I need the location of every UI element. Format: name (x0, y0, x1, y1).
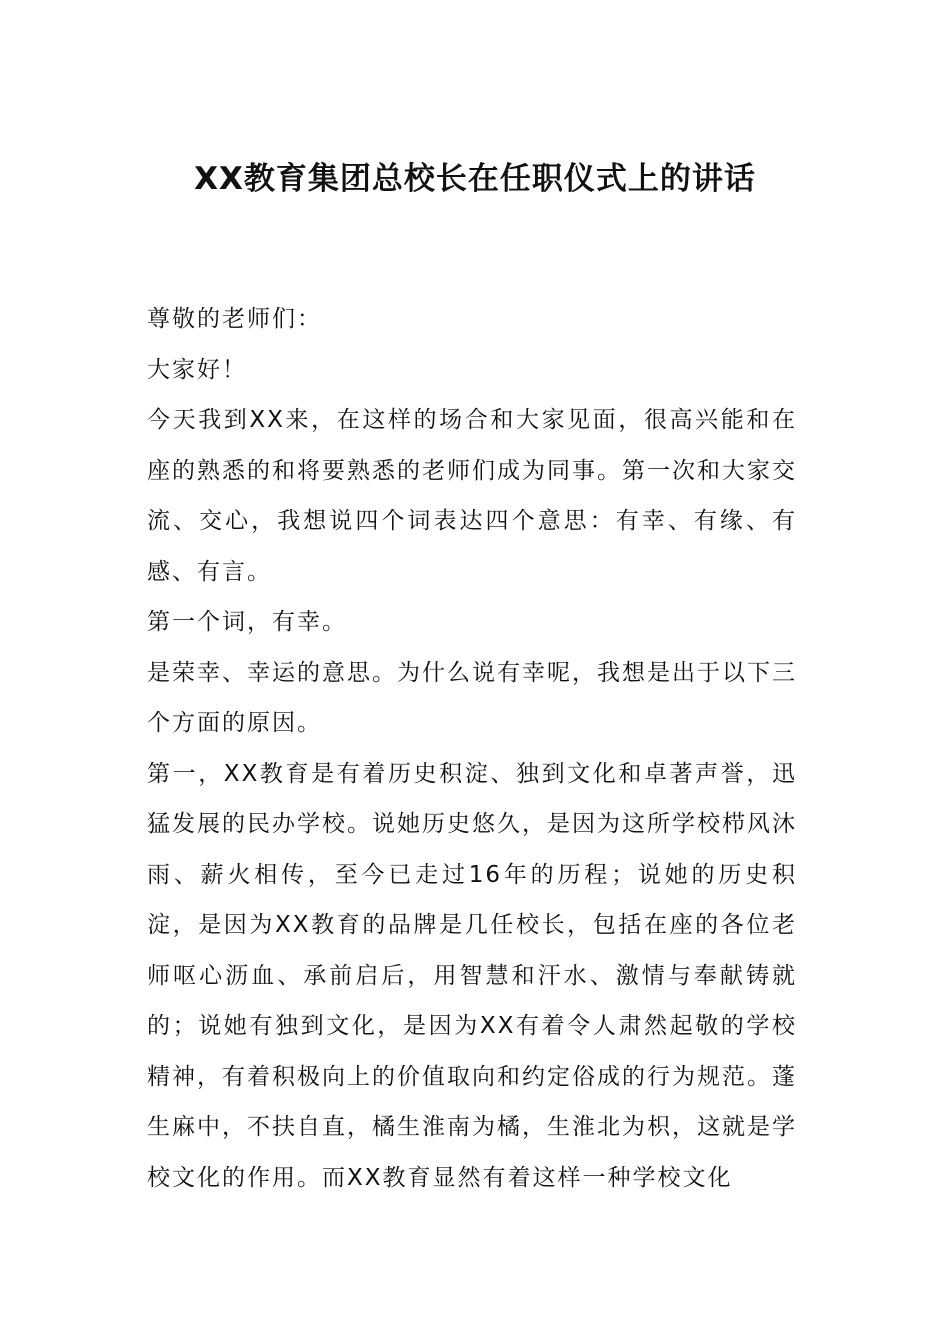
document-title: XX教育集团总校长在任职仪式上的讲话 (194, 161, 756, 197)
greeting: 大家好！ (147, 356, 247, 383)
paragraph-meaning: 是荣幸、幸运的意思。为什么说有幸呢，我想是出于以下三个方面的原因。 (147, 659, 797, 736)
document-body (147, 294, 797, 1203)
paragraph-first-reason: 第一，XX教育是有着历史积淀、独到文化和卓著声誉，迅猛发展的民办学校。说她历史悠久，是因为这所学校栉风沐雨、薪火相传，至今已走过16年的历程；说她的历史积淀，是因为XX教育的品牌是几任校长，包括在座的各位老师呕心沥血、承前启后，用智慧和汗水、激情与奉献铸就的；说她有独到文化，是因为XX有着令人肃然起敬的学校精神，有着积极向上的价值取向和约定俗成的行为规范。蓬生麻中，不扶自直，橘生淮南为橘，生淮北为枳，这就是学校文化的作用。而XX教育显然有着这样一种学校文化 (147, 760, 797, 1191)
salutation: 尊敬的老师们： (147, 306, 322, 332)
section-heading-first-word: 第一个词，有幸。 (147, 609, 347, 635)
paragraph-intro: 今天我到XX来，在这样的场合和大家见面，很高兴能和在座的熟悉的和将要熟悉的老师们成为同事。第一次和大家交流、交心，我想说四个词表达四个意思：有幸、有缘、有感、有言。 (147, 407, 797, 585)
